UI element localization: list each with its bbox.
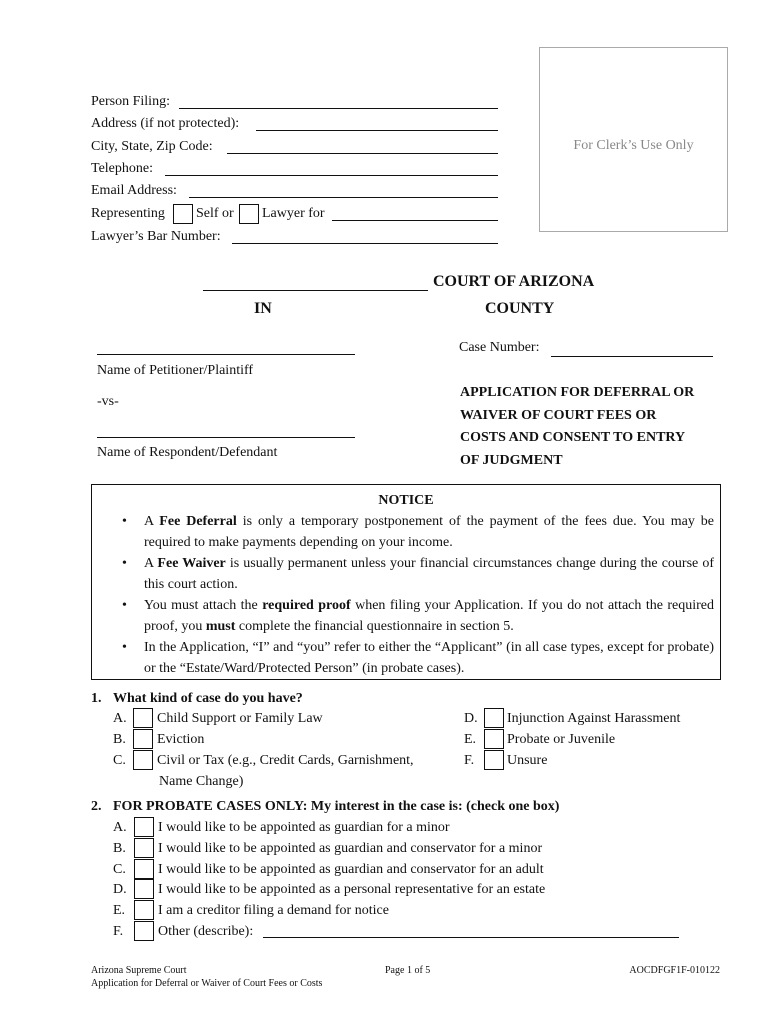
person-filing-label: Person Filing: (91, 94, 170, 109)
q1-option-a (113, 708, 443, 729)
notice-item (144, 637, 714, 679)
q2-e-checkbox[interactable] (134, 900, 154, 920)
footer-page-number: Page 1 of 5 (385, 965, 431, 976)
case-number-label: Case Number: (459, 340, 540, 355)
q2-option-c (113, 859, 693, 880)
q1-d-checkbox[interactable] (484, 708, 504, 728)
q2-number: 2. (91, 799, 102, 814)
option-label-continued: Name Change) (159, 774, 244, 789)
person-filing-row (91, 92, 170, 112)
self-label: Self or (196, 206, 234, 221)
telephone-label: Telephone: (91, 161, 153, 176)
notice-text: A (144, 556, 158, 571)
bar-number-label: Lawyer’s Bar Number: (91, 229, 221, 244)
q1-a-checkbox[interactable] (133, 708, 153, 728)
option-label: Injunction Against Harassment (507, 711, 681, 726)
option-label: Civil or Tax (e.g., Credit Cards, Garnishment, (157, 753, 414, 768)
respondent-name-field[interactable] (97, 423, 355, 438)
city-state-zip-label: City, State, Zip Code: (91, 139, 213, 154)
notice-text: In the Application, “I” and “you” refer to either the “Applicant” (in all case types, except for probate) or the “Estate/Ward/Protected Person” (in probate cases). (144, 640, 714, 676)
telephone-row (91, 159, 153, 179)
bar-number-field[interactable] (232, 229, 498, 244)
q2-b-checkbox[interactable] (134, 838, 154, 858)
respondent-label: Name of Respondent/Defendant (97, 445, 278, 460)
option-label: I am a creditor filing a demand for notice (158, 903, 389, 918)
q2-option-b (113, 838, 693, 859)
option-letter: C. (113, 862, 126, 877)
q1-question: What kind of case do you have? (113, 691, 303, 706)
address-field[interactable] (256, 116, 498, 131)
notice-text: is only a temporary postponement of the payment of the fees due. You may be required to make payments depending on your income. (144, 514, 715, 550)
lawyer-label: Lawyer for (262, 206, 325, 221)
telephone-field[interactable] (165, 161, 498, 176)
option-letter: F. (113, 924, 124, 939)
notice-bold-term: required proof (262, 598, 351, 613)
notice-item (144, 511, 714, 553)
notice-text: when filing your Application. If you do not attach the required proof, you (144, 598, 714, 634)
q1-b-checkbox[interactable] (133, 729, 153, 749)
notice-item (144, 553, 714, 595)
address-label: Address (if not protected): (91, 116, 240, 131)
q2-option-f (113, 921, 693, 942)
option-letter: E. (464, 732, 477, 747)
notice-list (92, 511, 720, 679)
case-number-field[interactable] (551, 342, 713, 357)
option-label: Probate or Juvenile (507, 732, 616, 747)
city-state-zip-field[interactable] (227, 139, 498, 154)
option-letter: C. (113, 753, 126, 768)
q2-a-checkbox[interactable] (134, 817, 154, 837)
clerk-use-box (539, 47, 728, 232)
q2-option-a (113, 817, 693, 838)
county-label: COUNTY (485, 300, 555, 317)
notice-bold-term: Fee Waiver (157, 556, 226, 571)
lawyer-for-field[interactable] (332, 206, 498, 221)
q1-option-c (113, 750, 443, 771)
bar-number-row (91, 227, 221, 247)
option-label: Unsure (507, 753, 548, 768)
lawyer-checkbox[interactable] (239, 204, 259, 224)
footer-left (91, 964, 322, 990)
email-field[interactable] (189, 183, 498, 198)
notice-item (144, 595, 714, 637)
footer-form-code: AOCDFGF1F-010122 (629, 965, 720, 976)
option-label: I would like to be appointed as guardian for a minor (158, 820, 450, 835)
q2-c-checkbox[interactable] (134, 859, 154, 879)
q2-d-checkbox[interactable] (134, 879, 154, 899)
document-title-line-2: WAIVER OF COURT FEES OR (460, 407, 657, 423)
q1-option-b (113, 729, 443, 750)
option-letter: B. (113, 732, 126, 747)
email-label: Email Address: (91, 183, 177, 198)
other-describe-field[interactable] (263, 923, 679, 938)
court-title: COURT OF ARIZONA (433, 273, 595, 290)
city-state-zip-row (91, 137, 213, 157)
q2-option-d (113, 879, 693, 900)
option-label: Eviction (157, 732, 205, 747)
option-letter: B. (113, 841, 126, 856)
option-letter: F. (464, 753, 475, 768)
notice-text: You must attach the (144, 598, 263, 613)
option-letter: A. (113, 820, 127, 835)
representing-row (91, 204, 325, 224)
option-letter: D. (464, 711, 478, 726)
clerk-use-label: For Clerk’s Use Only (573, 138, 694, 153)
q1-f-checkbox[interactable] (484, 750, 504, 770)
representing-label: Representing (91, 206, 165, 221)
option-label: I would like to be appointed as guardian and conservator for an adult (158, 862, 544, 877)
notice-text: complete the financial questionnaire in section 5. (235, 619, 514, 634)
q1-option-e (464, 729, 714, 750)
option-letter: D. (113, 882, 127, 897)
option-label: Child Support or Family Law (157, 711, 323, 726)
document-title (460, 382, 694, 472)
petitioner-label: Name of Petitioner/Plaintiff (97, 363, 254, 378)
versus-label: -vs- (97, 394, 119, 409)
notice-bold-term: Fee Deferral (159, 514, 237, 529)
email-row (91, 181, 177, 201)
q1-e-checkbox[interactable] (484, 729, 504, 749)
notice-title: NOTICE (378, 493, 434, 508)
self-checkbox[interactable] (173, 204, 193, 224)
court-name-field[interactable] (203, 276, 428, 291)
q1-option-d (464, 708, 714, 729)
q2-option-e (113, 900, 693, 921)
notice-text: is usually permanent unless your financial circumstances change during the course of this court action. (144, 556, 714, 592)
notice-text: A (144, 514, 160, 529)
address-row (91, 114, 239, 134)
option-letter: A. (113, 711, 127, 726)
option-label: I would like to be appointed as guardian and conservator for a minor (158, 841, 543, 856)
option-letter: E. (113, 903, 126, 918)
option-label: Other (describe): (158, 924, 254, 939)
court-in-label: IN (254, 300, 272, 317)
petitioner-name-field[interactable] (97, 340, 355, 355)
notice-box (91, 484, 721, 680)
q1-number: 1. (91, 691, 102, 706)
footer-court-name: Arizona Supreme Court (91, 965, 187, 976)
option-label: I would like to be appointed as a personal representative for an estate (158, 882, 546, 897)
document-title-line-3: COSTS AND CONSENT TO ENTRY (460, 430, 686, 445)
q2-f-checkbox[interactable] (134, 921, 154, 941)
notice-bold-term: must (205, 619, 236, 634)
document-title-line-1: APPLICATION FOR DEFERRAL OR (460, 385, 695, 400)
q1-option-f (464, 750, 714, 771)
person-filing-field[interactable] (179, 94, 498, 109)
document-title-line-4: OF JUDGMENT (460, 452, 563, 468)
q1-c-checkbox[interactable] (133, 750, 153, 770)
footer-form-title: Application for Deferral or Waiver of Court Fees or Costs (91, 978, 323, 989)
q2-question: FOR PROBATE CASES ONLY: My interest in the case is: (check one box) (113, 799, 560, 814)
